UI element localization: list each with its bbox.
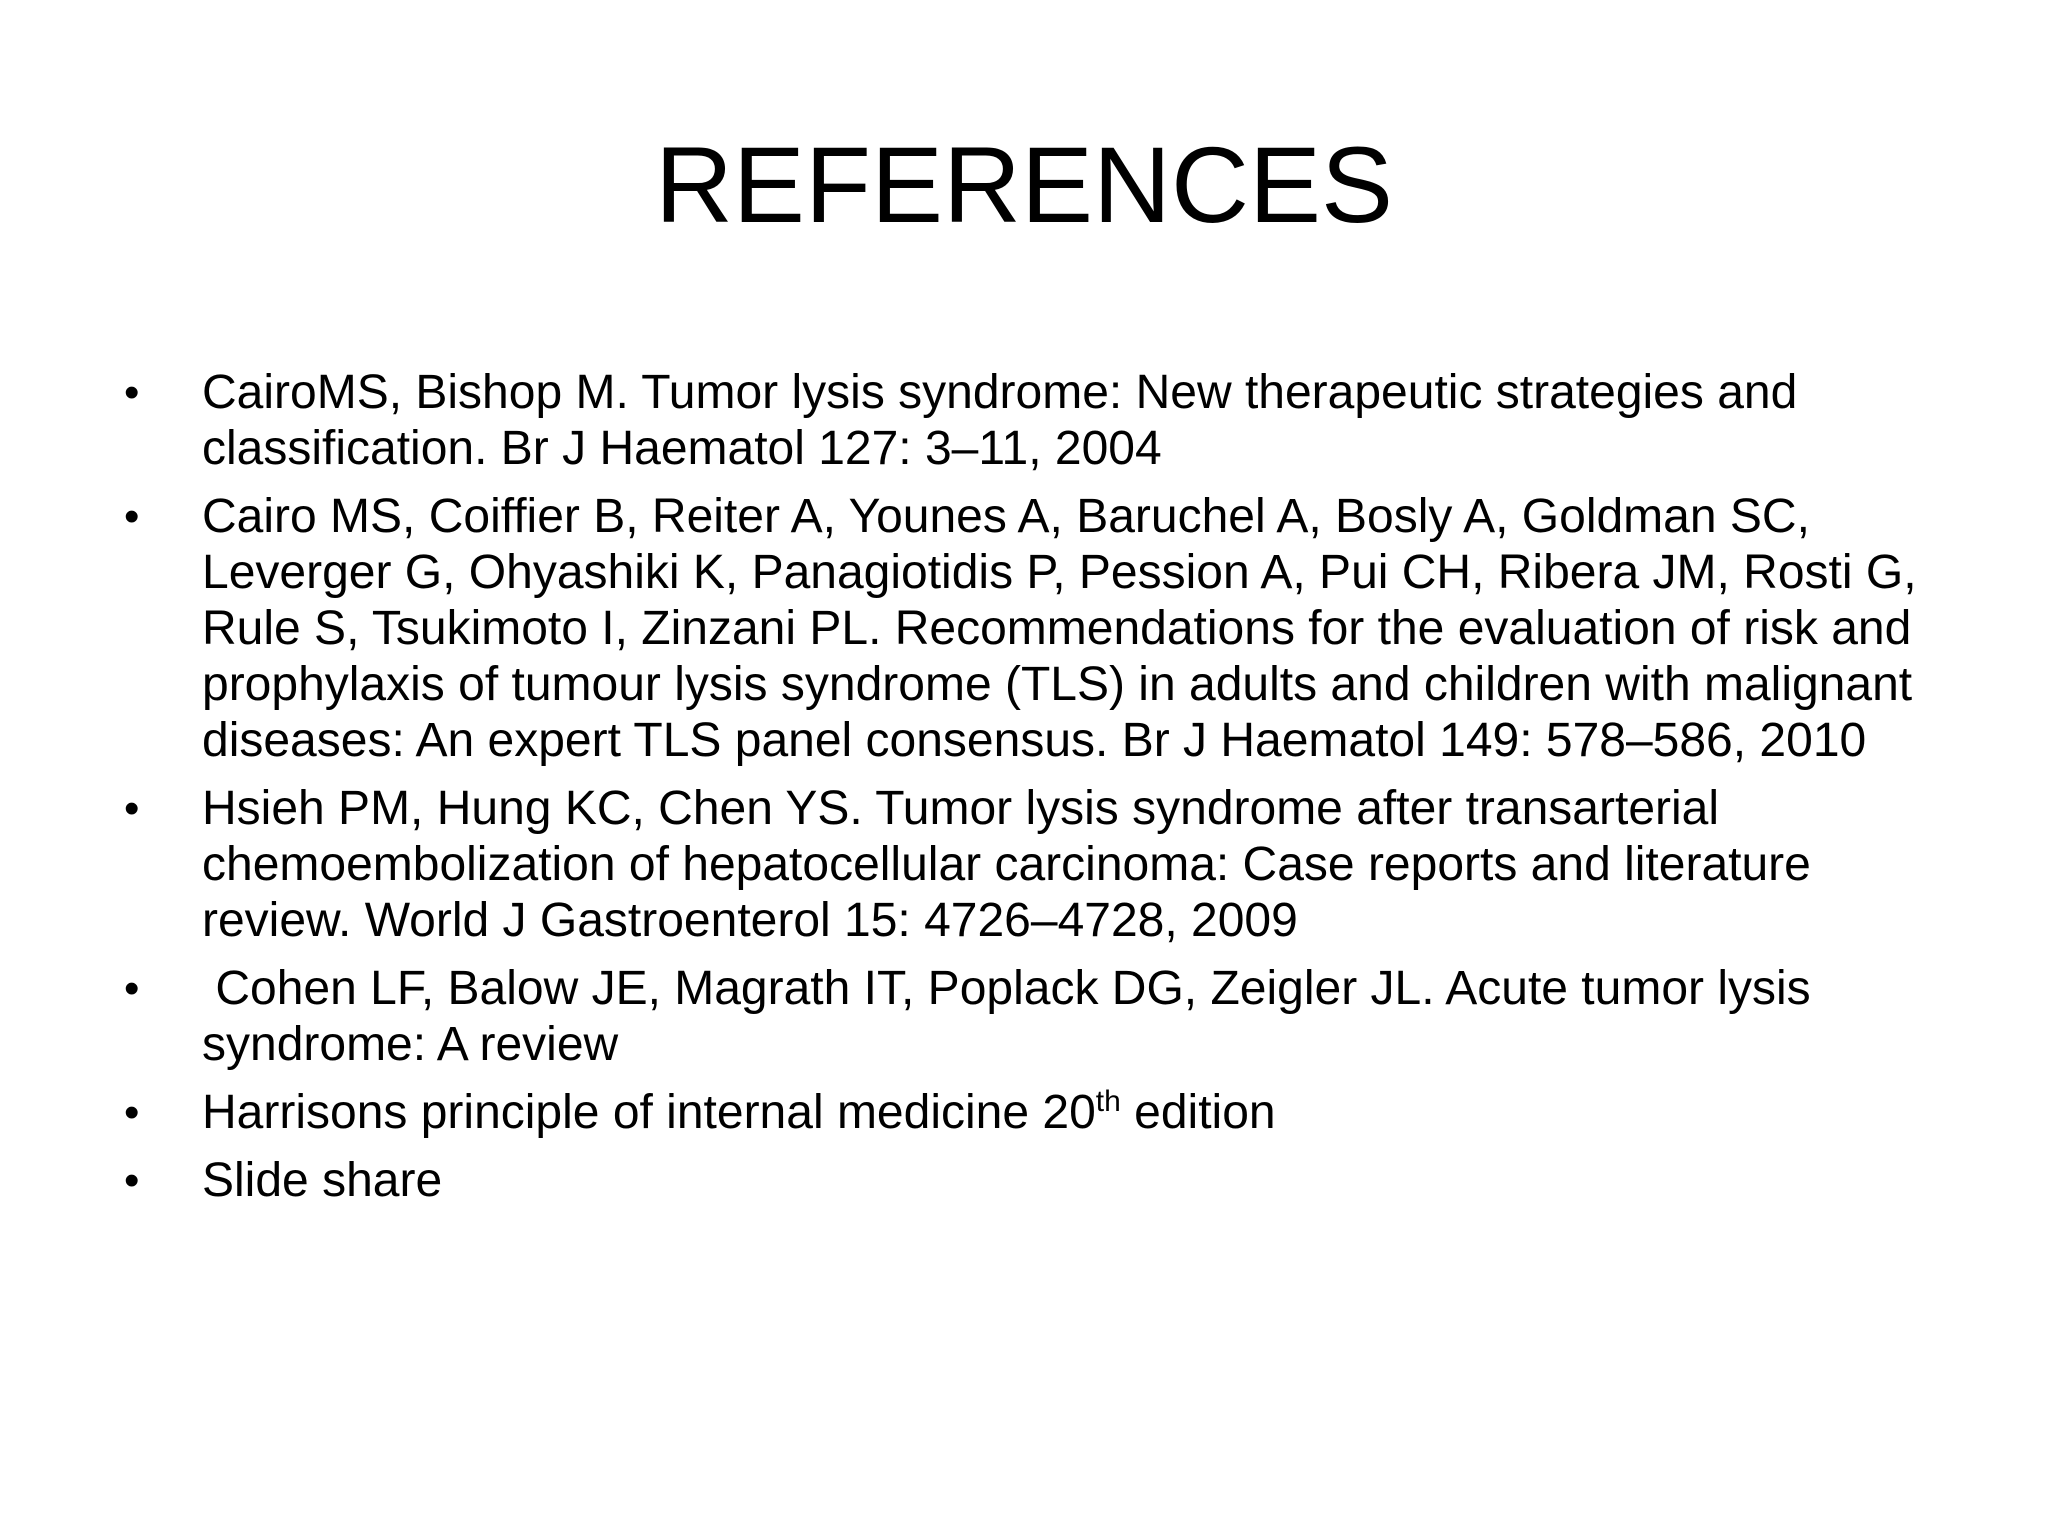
reference-text-main: Harrisons principle of internal medicine 20 — [202, 1086, 1096, 1139]
reference-superscript: th — [1095, 1085, 1121, 1118]
bullet-icon: • — [124, 1156, 140, 1205]
reference-text: Hsieh PM, Hung KC, Chen YS. Tumor lysis syndrome after transarterial chemoembolization of hepatocellular carcinoma: Case reports and literature review. World J Gastroenterol 15: 4726–4728, 2009 — [202, 782, 1811, 947]
bullet-icon: • — [124, 1088, 140, 1137]
reference-item — [110, 961, 1960, 1073]
bullet-icon: • — [124, 368, 140, 417]
reference-text-suffix: edition — [1120, 1086, 1276, 1139]
reference-item — [110, 489, 1960, 769]
slide-title: REFERENCES — [654, 124, 1394, 245]
reference-item — [110, 1153, 1960, 1209]
reference-item — [110, 781, 1960, 949]
reference-item — [110, 365, 1960, 477]
bullet-icon: • — [124, 784, 140, 833]
bullet-icon: • — [124, 492, 140, 541]
reference-text: Cairo MS, Coiffier B, Reiter A, Younes A, Baruchel A, Bosly A, Goldman SC, Leverger G, Ohyashiki K, Panagiotidis P, Pession A, Pui CH, Ribera JM, Rosti G, Rule S, Tsukimoto I, Zinzani PL. Recommendations for the evaluation of risk and prophylaxis of tumour lysis syndrome (TLS) in adults and children with malignant diseases: An expert TLS panel consensus. Br J Haematol 149: 578–586, 2010 — [202, 490, 1917, 767]
bullet-icon: • — [124, 964, 140, 1013]
reference-text — [202, 1086, 1276, 1139]
reference-text: Slide share — [202, 1154, 443, 1207]
reference-text: Cohen LF, Balow JE, Magrath IT, Poplack DG, Zeigler JL. Acute tumor lysis syndrome: A review — [202, 962, 1825, 1071]
reference-text: CairoMS, Bishop M. Tumor lysis syndrome: New therapeutic strategies and classification. Br J Haematol 127: 3–11, 2004 — [202, 366, 1798, 475]
reference-list — [110, 365, 1960, 1221]
reference-item — [110, 1085, 1960, 1141]
